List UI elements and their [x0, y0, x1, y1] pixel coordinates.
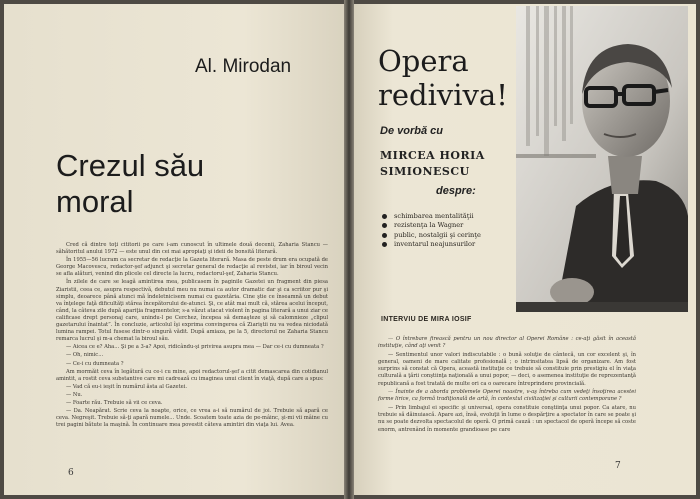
topics-heading: despre: — [436, 185, 476, 197]
body-paragraph: — Nu. — [66, 391, 83, 398]
body-paragraph: — Aicea ce e? Aha... Şi pe a 3-a? Apoi, ridicându-şi privirea asupra mea — Dar ce-i cu dumneata ? — [66, 344, 324, 351]
interview-intro: De vorbă cu — [380, 125, 443, 137]
right-article-body — [378, 336, 636, 435]
interviewee-name — [380, 148, 485, 180]
body-paragraph: — Foarte rău. Trebuie să vii ce ceva. — [66, 399, 163, 406]
body-paragraph: În zilele de care se leagă amintirea mea, publicasem în paginile Gazetei un fragment din piesa Ziaristii, ceea ce, asupra respectivă, debutul meu nu numai ca autor dramatic dar şi ca scriitor pur şi simplu, deoarece până atunci mă îndeletnicisem numai cu gazetăria. Cine ştie ce înseamnă un debut va înţelege faţă dificultăţi stărea începătorului de-atunci. Şi, ce atât mai mult că, stărea acelui început, când, la câteva zile după apariţia fragmentelor, s-a văzut atacat violent în pagina literară a unui ziar ce calificase drept personaj care, unindu-l pe Cerchez, începea să demaşteze şi să calomnieze „clipul gazetarului înaintat”. În concluzie, articolul îşi exprima convingerea că Ziariştii nu va vedea niciodată lumina rampei. Totul fusese dintr-o singură vădit. După amiaza, pe la 5, directorul ne Zaharia Stancu remarca lucrul şi m-a chemat la biroul său. — [56, 279, 328, 343]
topic-item: rezistenţa la Wagner — [382, 221, 481, 230]
topic-item: public, nostalgii şi cerinţe — [382, 231, 481, 240]
topic-item: schimbarea mentalităţii — [382, 212, 481, 221]
page-number-right: 7 — [615, 461, 621, 471]
left-article-title — [56, 148, 204, 220]
left-title-line: moral — [56, 184, 134, 219]
right-article-title — [378, 44, 508, 112]
left-title-line: Crezul său — [56, 148, 205, 183]
portrait-photo — [516, 6, 688, 312]
guest-line: MIRCEA HORIA — [380, 149, 485, 162]
topic-item: inventarul neajunsurilor — [382, 240, 481, 249]
book-gutter — [344, 0, 354, 499]
body-paragraph: Am mormăit ceva în legătură cu ce-i cu mine, apoi redactorul-şef a citit demascarea din cotidianul amintit, a rostit ceva substantive care mi cadrează cu imaginea unui client în viaţă, după care a spus: — [56, 368, 328, 382]
interview-question: — Înainte de a aborda problemele Operei noastre, v-aş întreba cum vedeţi însoţirea acestei forme lirice, ca formă tradiţională de artă, în contextul civilizaţiei şi culturii contemporane ? — [378, 389, 636, 403]
body-paragraph: — Ce-i cu dumneata ? — [66, 360, 124, 367]
right-title-line: rediviva! — [378, 78, 508, 112]
interview-answer: — Prin limbajul ei specific şi universal, opera constituie conştiinţa unui popor. Ca atare, nu trebuie să dăinuiască. Apare azi, însă, evoluţii în lume o despărţire a spectator în care se poate şi nu se poate dezvolta spectacolul de operă. O primă cauză : un spectacol de operă începe să coste enorm, antrenând în momente grandioase pe care — [378, 404, 636, 433]
page-number-left: 6 — [68, 468, 74, 478]
body-paragraph: Cred că dintre toţi cititorii pe care i-am cunoscut în ultimele două decenii, Zaharia Stancu — săhătoritul anului 1972 — este unul din cei mai apropiaţi şi ideii de bonsită literară. — [56, 242, 328, 256]
body-paragraph: În 1955—56 lucram ca secretar de redacţie la Gazeta literară. Masa de peste drum era ocupată de George Macovescu, redactor-şef adjunct şi secretar general de redacţie al revistei, iar în biroul vecin se afla alături, venind din plicele cel directe la lucru, redactorul-şef, Zaharia Stancu. — [56, 257, 328, 278]
body-paragraph: — Vad că eu-i ieşit în numărul ăsta al Gazetei. — [66, 383, 188, 390]
left-article-body — [56, 242, 328, 430]
guest-line: SIMIONESCU — [380, 165, 470, 178]
interview-credit: INTERVIU DE MIRA IOSIF — [381, 316, 472, 323]
right-title-line: Opera — [378, 44, 469, 78]
author-name: Al. Mirodan — [195, 56, 292, 77]
interview-question: — O întrebare firească pentru un nou director al Operei Române : ce-aţi găsit în această instituţie, când aţi venit ? — [378, 336, 636, 350]
topics-list — [382, 212, 481, 250]
interview-answer: — Sentimentul unor valori indiscutabile : o bună soluţie de cântecă, un cor excelent şi, în general, oameni de mare calitate profesională ; o intrinsitatea lipsă de organizare. Am fost surprins să constat că Opera, această instituţie ce trebuie să constituie prin prestigiu el în viaţa culturală a ţării conştiinţa naţională a unui popor, — deci, o asemenea instituţie de reprezentanţă republicană a fost tratată de multe ori ca o oarecare întreprindere provincială. — [378, 351, 636, 387]
body-paragraph: — Da. Neapărat. Scrie ceva la noapte, orice, ce vrea a-i să numărul de joi. Trebuie să apară ce ceva. Negreşit. Trebuie să-ţi apară numele... Unde. Scoatem toate azia de pe-mâinc, şi-mi vii mâine cu trei pagini bătute la maşină. În continuare mea povestit câteva amintiri din viaţa lui. Avea. — [56, 408, 328, 429]
body-paragraph: — Oh, nimic... — [66, 352, 104, 359]
